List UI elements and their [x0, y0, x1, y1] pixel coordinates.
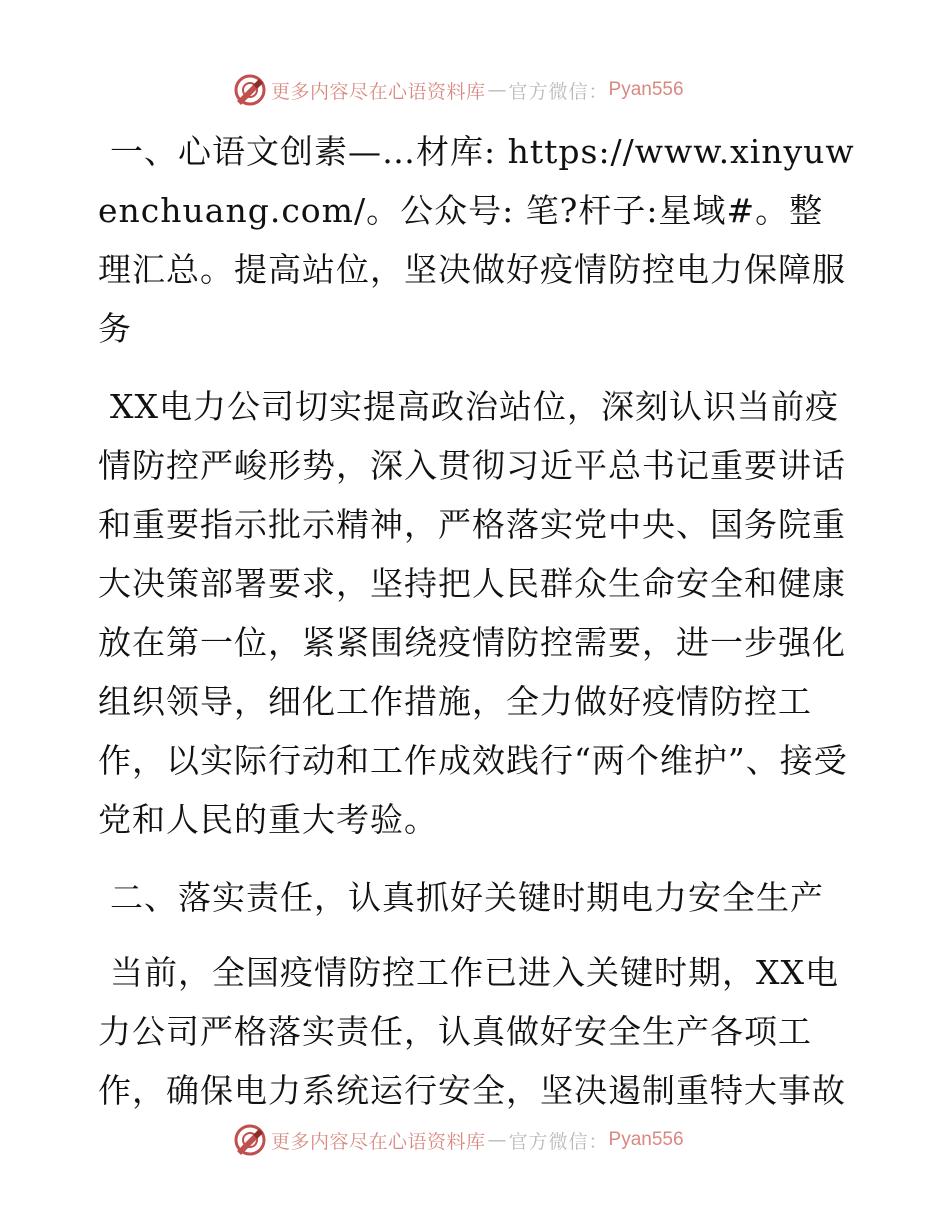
watermark-text: 更多内容尽在心语资料库 [271, 1130, 486, 1153]
body-paragraph-1: XX电力公司切实提高政治站位，深刻认识当前疫情防控严峻形势，深入贯彻习近平总书记重要讲话和重要指示批示精神，严格落实党中央、国务院重大决策部署要求，坚持把人民群众生命安全和健康放在第一位，紧紧围绕疫情防控需要，进一步强化组织领导，细化工作措施，全力做好疫情防控工作，以实际行动和工作成效践行“两个维护”、接受党和人民的重大考验。 [98, 387, 848, 839]
watermark-account: Pyan556 [608, 1129, 684, 1150]
body-paragraph-2: 当前，全国疫情防控工作已进入关键时期，XX电力公司严格落实责任，认真做好安全生产各项工作，确保电力系统运行安全，坚决遏制重特大事故 [98, 953, 846, 1110]
watermark-label: 官方微信： [508, 80, 609, 103]
watermark-label: 官方微信： [508, 1130, 609, 1153]
watermark-separator: — [487, 1129, 507, 1151]
footer-watermark [233, 1122, 684, 1158]
watermark-separator: — [487, 79, 507, 101]
watermark-text: 更多内容尽在心语资料库 [271, 80, 486, 103]
pen-logo-icon [233, 73, 267, 107]
document-body [98, 122, 856, 1120]
watermark-account: Pyan556 [608, 79, 684, 100]
section-heading-2: 二、落实责任，认真抓好关键时期电力安全生产 [110, 878, 824, 917]
header-watermark [233, 72, 684, 108]
pen-logo-icon [233, 1123, 267, 1157]
section-heading-1: 一、心语文创素—…材库: https://www.xinyuwenchuang.com/。公众号: 笔?杆子:星域#。整理汇总。提高站位，坚决做好疫情防控电力保障服务 [98, 132, 855, 348]
